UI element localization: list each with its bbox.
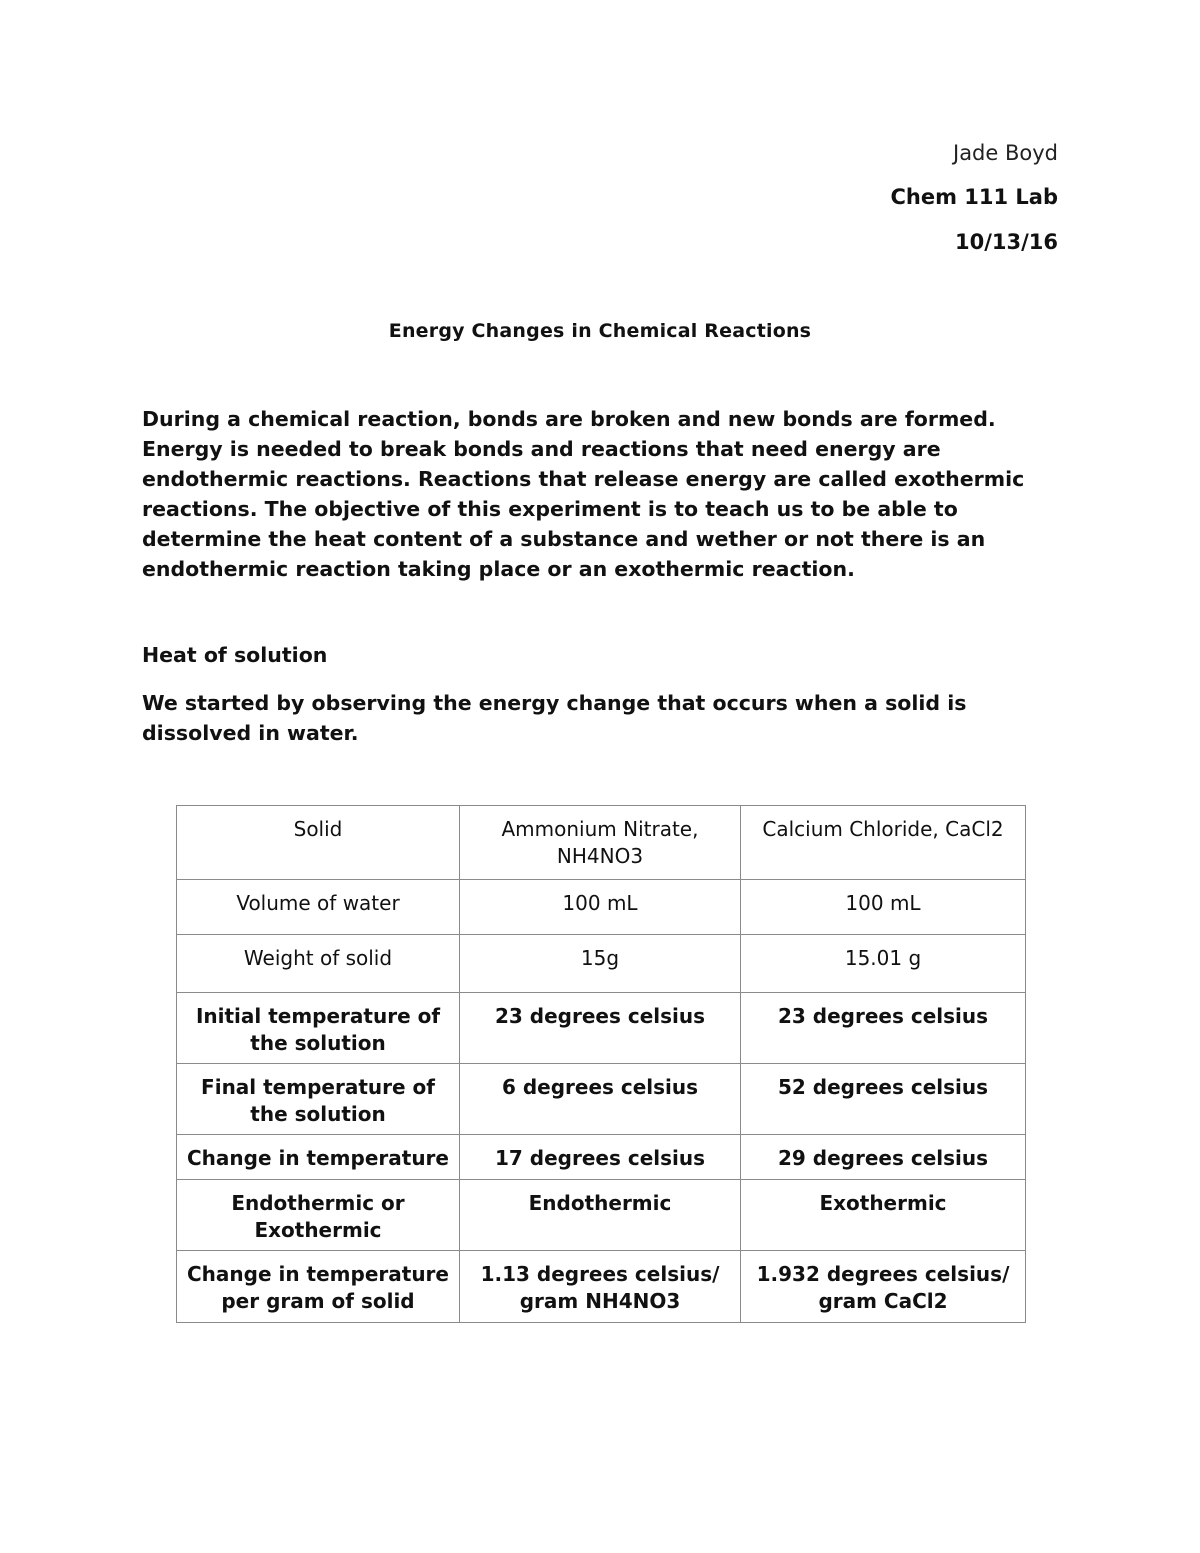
- table-cell: 15.01 g: [741, 935, 1026, 993]
- section-paragraph: We started by observing the energy change that occurs when a solid is dissolved in water.: [142, 691, 967, 745]
- table-cell: 52 degrees celsius: [741, 1064, 1026, 1135]
- table-cell: Volume of water: [177, 880, 460, 935]
- table-cell: 1.932 degrees celsius/ gram CaCl2: [741, 1251, 1026, 1323]
- table-cell: 29 degrees celsius: [741, 1135, 1026, 1180]
- table-cell: 15g: [460, 935, 741, 993]
- table-cell: Endothermic: [460, 1180, 741, 1251]
- table-cell: 17 degrees celsius: [460, 1135, 741, 1180]
- table-cell: 100 mL: [741, 880, 1026, 935]
- intro-paragraph: During a chemical reaction, bonds are broken and new bonds are formed. Energy is needed to break bonds and reactions that need energy are endothermic reactions. Reactions that release energy are called exothermic reactions. The objective of this experiment is to teach us to be able to determine the heat content of a substance and wether or not there is an endothermic reaction taking place or an exothermic reaction.: [142, 407, 1025, 581]
- table-cell: Exothermic: [741, 1180, 1026, 1251]
- table-header-cell: Calcium Chloride, CaCl2: [741, 806, 1026, 880]
- table-row: [177, 993, 1026, 1064]
- table-cell: 23 degrees celsius: [741, 993, 1026, 1064]
- heat-of-solution-table: [176, 805, 1026, 1323]
- table-row: [177, 1180, 1026, 1251]
- table-cell: 1.13 degrees celsius/ gram NH4NO3: [460, 1251, 741, 1323]
- table-row: [177, 935, 1026, 993]
- table-cell: Endothermic or Exothermic: [177, 1180, 460, 1251]
- table-cell: Change in temperature: [177, 1135, 460, 1180]
- table-cell: 23 degrees celsius: [460, 993, 741, 1064]
- table-row: [177, 1251, 1026, 1323]
- table-cell: Final temperature of the solution: [177, 1064, 460, 1135]
- table-cell: 6 degrees celsius: [460, 1064, 741, 1135]
- course-name: Chem 111 Lab: [890, 185, 1058, 209]
- table-header-cell: Solid: [177, 806, 460, 880]
- table-row: [177, 880, 1026, 935]
- author-name: Jade Boyd: [953, 141, 1058, 165]
- table-header-row: [177, 806, 1026, 880]
- table-cell: Weight of solid: [177, 935, 460, 993]
- table-cell: Initial temperature of the solution: [177, 993, 460, 1064]
- table-row: [177, 1064, 1026, 1135]
- report-date: 10/13/16: [954, 230, 1058, 254]
- table-cell: Change in temperature per gram of solid: [177, 1251, 460, 1323]
- section-heading: Heat of solution: [142, 643, 328, 667]
- document-title: Energy Changes in Chemical Reactions: [388, 320, 812, 342]
- table-row: [177, 1135, 1026, 1180]
- table-header-cell: Ammonium Nitrate, NH4NO3: [460, 806, 741, 880]
- table-cell: 100 mL: [460, 880, 741, 935]
